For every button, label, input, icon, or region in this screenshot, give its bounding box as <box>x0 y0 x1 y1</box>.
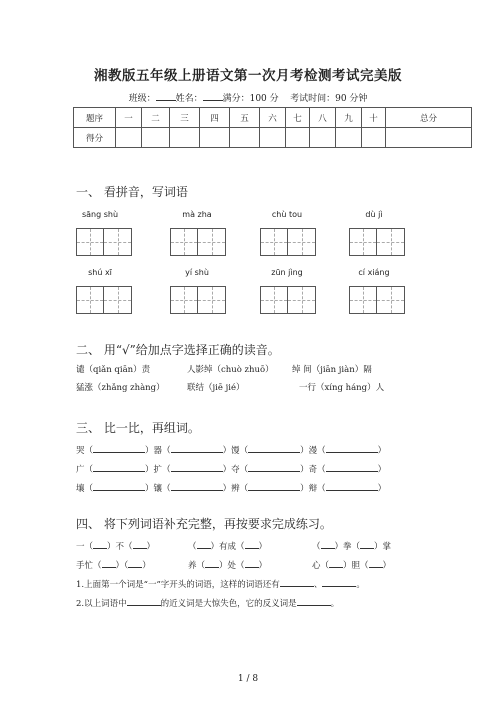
score-table <box>73 107 472 148</box>
writing-grid[interactable] <box>170 228 226 256</box>
compare-char: 哭 <box>76 446 85 456</box>
idiom-text: ） <box>142 561 151 571</box>
compare-char: 壤 <box>76 484 85 494</box>
answer-blank[interactable] <box>280 578 314 587</box>
answer-blank[interactable] <box>127 597 161 606</box>
score-cell[interactable] <box>260 128 286 148</box>
idiom-text: ） <box>382 561 392 571</box>
idiom-text: ） <box>258 561 268 571</box>
writing-grid[interactable] <box>349 228 405 256</box>
writing-grid[interactable] <box>76 286 132 314</box>
score-cell[interactable] <box>116 128 142 148</box>
idiom-blank[interactable] <box>128 559 142 568</box>
score-header-cell: 七 <box>286 108 310 128</box>
idiom-text: ）掌 <box>374 542 392 552</box>
idiom-text: 一（ <box>76 542 94 552</box>
question-text: 2.以上词语中 <box>76 599 127 609</box>
idiom-text: （ <box>188 542 197 552</box>
idiom-text: 心（ <box>312 561 330 571</box>
idiom-item <box>76 540 155 552</box>
compare-char: 辨 <box>231 484 240 494</box>
idiom-blank[interactable] <box>329 559 343 568</box>
idiom-blank[interactable] <box>321 540 335 549</box>
score-header-row <box>74 108 472 128</box>
word-blank[interactable] <box>248 482 300 491</box>
compare-char: 广 <box>76 465 85 475</box>
score-header-cell: 题序 <box>74 108 116 128</box>
score-header-cell: 四 <box>200 108 230 128</box>
class-label: 班级： <box>128 94 156 104</box>
idiom-blank[interactable] <box>369 559 383 568</box>
question-text: 。 <box>356 580 365 590</box>
score-header-cell: 五 <box>230 108 260 128</box>
section4-heading: 四、 将下列词语补充完整，再按要求完成练习。 <box>76 517 332 531</box>
question-1 <box>76 578 365 590</box>
word-blank[interactable] <box>248 463 300 472</box>
question-text: 的近义词是大惊失色，它的反义词是 <box>160 599 297 609</box>
pinyin-label: cí xiáng <box>358 268 390 277</box>
score-header-cell: 八 <box>310 108 336 128</box>
answer-blank[interactable] <box>297 597 331 606</box>
writing-grid[interactable] <box>349 286 405 314</box>
idiom-text: 手忙（ <box>76 561 102 571</box>
pinyin-label: mà zha <box>182 210 212 219</box>
idiom-text: ）（ <box>115 561 129 571</box>
reading-item[interactable]: 绰 间（jiān jiàn）隔 <box>292 365 372 375</box>
compare-char: 奇 <box>308 465 318 475</box>
idiom-text: ）处（ <box>219 561 245 571</box>
idiom-item <box>312 559 391 571</box>
writing-grid[interactable] <box>260 228 316 256</box>
question-text: 1.上面第一个词是“一”字开头的词语，这样的词语还有 <box>76 580 280 590</box>
score-row-label: 得分 <box>74 128 116 148</box>
score-header-cell: 二 <box>142 108 170 128</box>
word-blank[interactable] <box>93 482 145 491</box>
reading-item[interactable]: 人影绰（chuò zhuō） <box>187 365 274 375</box>
compare-char: 扩 <box>153 465 163 475</box>
section1-heading: 一、 看拼音，写词语 <box>76 185 188 199</box>
score-header-cell: 三 <box>170 108 200 128</box>
writing-grid[interactable] <box>76 228 132 256</box>
score-cell[interactable] <box>286 128 310 148</box>
pinyin-label: sāng shù <box>81 210 119 219</box>
reading-item[interactable]: 猛涨（zhǎng zhàng） <box>76 383 165 393</box>
score-cell[interactable] <box>200 128 230 148</box>
word-blank[interactable] <box>171 444 223 453</box>
writing-grid[interactable] <box>260 286 316 314</box>
section3-heading: 三、 比一比，再组词。 <box>76 421 200 435</box>
word-blank[interactable] <box>171 463 223 472</box>
score-cell[interactable] <box>310 128 336 148</box>
word-blank[interactable] <box>326 444 378 453</box>
idiom-blank[interactable] <box>205 559 219 568</box>
idiom-item <box>76 559 151 571</box>
compare-char: 器 <box>153 446 163 456</box>
idiom-blank[interactable] <box>245 559 259 568</box>
question-text: 、 <box>313 580 323 590</box>
compare-row: 壤（ ）镶（ ）辨（ ）辩（ ） <box>76 484 387 494</box>
idiom-text: ）不（ <box>107 542 133 552</box>
idiom-blank[interactable] <box>133 540 147 549</box>
page-number: 1 / 8 <box>237 674 259 684</box>
idiom-text: （ <box>312 542 321 552</box>
score-cell[interactable] <box>336 128 362 148</box>
pinyin-label: chù tou <box>271 210 303 219</box>
reading-item[interactable]: 联结（jiē jié） <box>187 383 245 393</box>
word-blank[interactable] <box>326 463 378 472</box>
idiom-item <box>312 540 391 552</box>
compare-char: 镶 <box>153 484 163 494</box>
idiom-text: ）胆（ <box>343 561 369 571</box>
question-text: 。 <box>330 599 340 609</box>
idiom-item <box>188 540 267 552</box>
compare-char: 漫 <box>308 446 318 456</box>
idiom-blank[interactable] <box>245 540 259 549</box>
pinyin-label: shú xī <box>88 268 112 277</box>
answer-blank[interactable] <box>322 578 356 587</box>
reading-item[interactable]: 一行（xíng háng）人 <box>299 383 385 393</box>
writing-grid[interactable] <box>170 286 226 314</box>
score-cell[interactable] <box>386 128 472 148</box>
idiom-blank[interactable] <box>197 540 211 549</box>
idiom-blank[interactable] <box>102 559 116 568</box>
score-header-cell: 九 <box>336 108 362 128</box>
idiom-text: ）有成（ <box>210 542 245 552</box>
score-cell[interactable] <box>362 128 386 148</box>
compare-char: 馒 <box>231 446 240 456</box>
word-blank[interactable] <box>93 463 145 472</box>
score-cell[interactable] <box>230 128 260 148</box>
idiom-blank[interactable] <box>93 540 107 549</box>
word-blank[interactable] <box>93 444 145 453</box>
pinyin-label: zūn jìng <box>271 268 303 277</box>
score-header-cell: 十 <box>362 108 386 128</box>
score-header-cell: 一 <box>116 108 142 128</box>
compare-row: 广（ ）扩（ ）夺（ ）奇（ ） <box>76 465 387 475</box>
word-blank[interactable] <box>248 444 300 453</box>
compare-char: 夺 <box>231 465 240 475</box>
reading-item[interactable]: 谴（qiǎn qiān）责 <box>76 365 151 375</box>
compare-char: 辩 <box>308 484 318 494</box>
idiom-text: ） <box>146 542 156 552</box>
name-blank[interactable] <box>203 92 223 101</box>
word-blank[interactable] <box>171 482 223 491</box>
idiom-text: 养（ <box>188 561 206 571</box>
question-2 <box>76 597 339 609</box>
name-label: 姓名： <box>175 94 203 104</box>
score-cell[interactable] <box>170 128 200 148</box>
idiom-text: ） <box>258 542 268 552</box>
pinyin-label: dù jì <box>365 210 383 219</box>
score-cell[interactable] <box>142 128 170 148</box>
score-label: 满分：100 分 <box>222 94 279 104</box>
pinyin-label: yí shù <box>185 268 209 277</box>
idiom-item <box>188 559 267 571</box>
section2-heading: 二、 用“√”给加点字选择正确的读音。 <box>76 343 280 357</box>
compare-row: 哭（ ）器（ ）馒（ ）漫（ ） <box>76 446 387 456</box>
score-header-cell: 总分 <box>386 108 472 128</box>
class-blank[interactable] <box>156 92 176 101</box>
time-label: 考试时间：90 分钟 <box>290 94 368 104</box>
page-title: 湘教版五年级上册语文第一次月考检测考试完美版 <box>94 68 402 84</box>
score-header-cell: 六 <box>260 108 286 128</box>
idiom-blank[interactable] <box>360 540 374 549</box>
score-value-row <box>74 128 472 148</box>
idiom-text: ）拳（ <box>334 542 361 552</box>
word-blank[interactable] <box>326 482 378 491</box>
exam-info <box>0 91 496 104</box>
